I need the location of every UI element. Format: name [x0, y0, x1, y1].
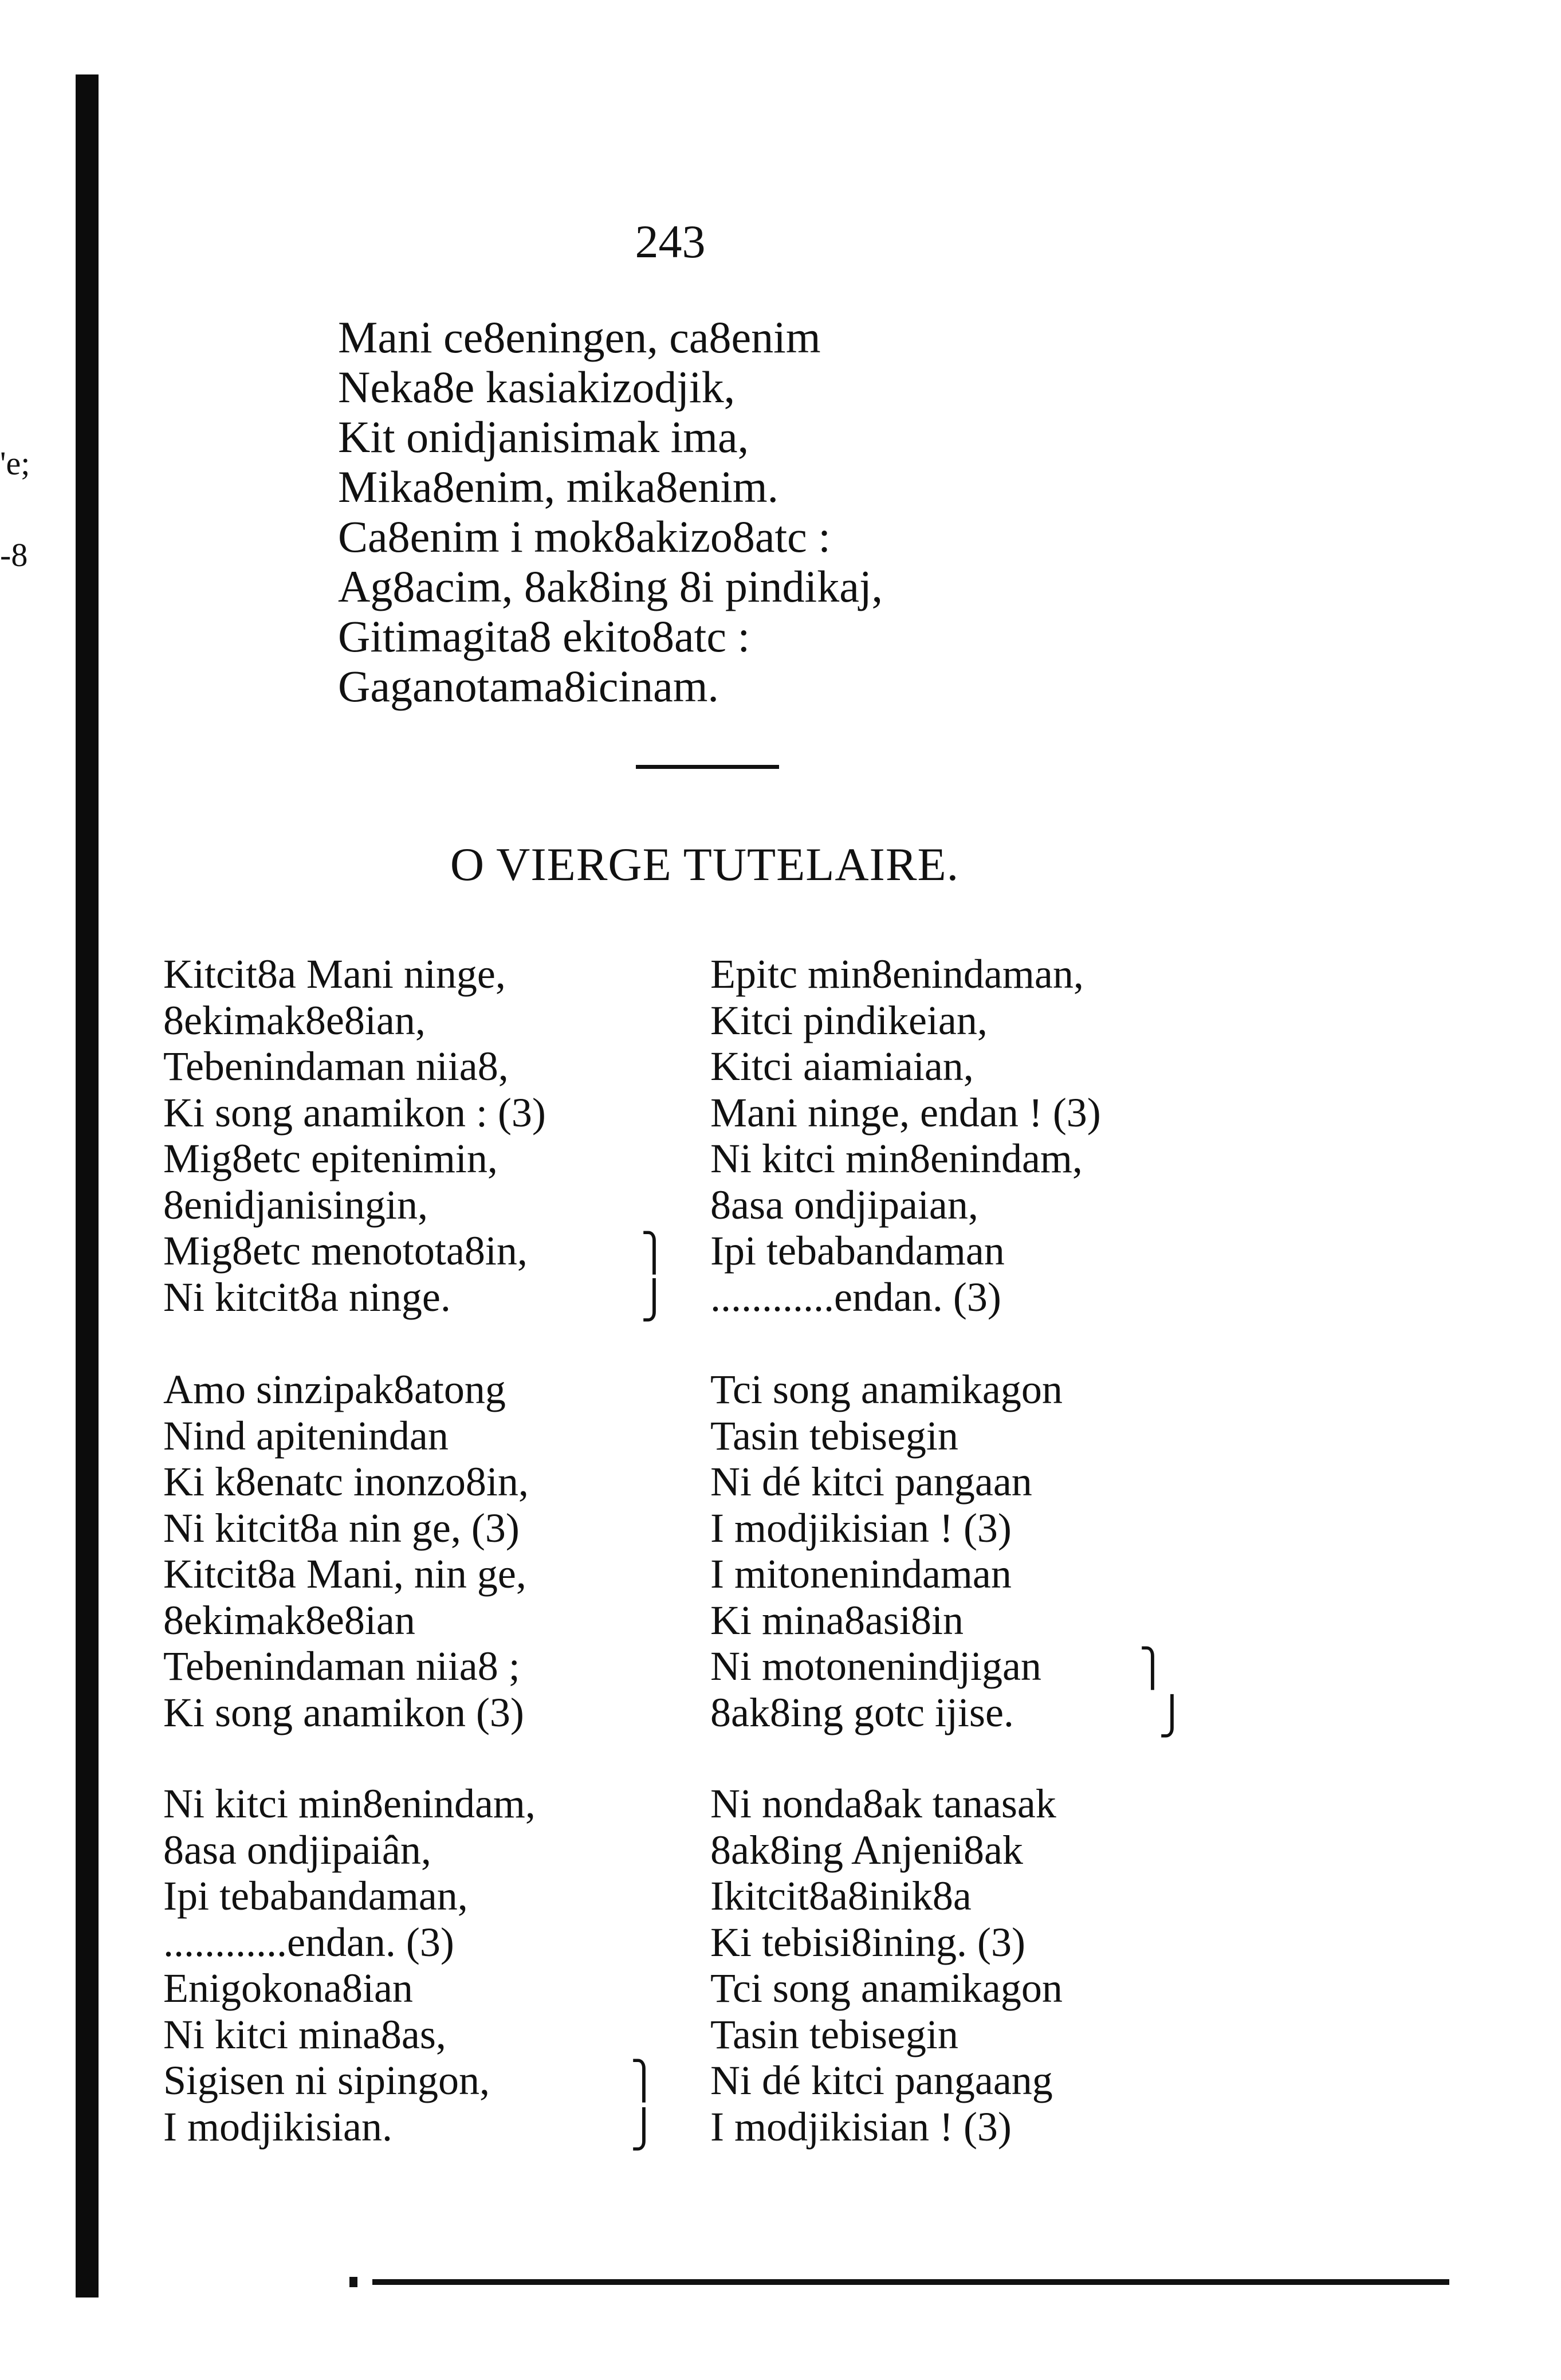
verse-line: 8ekimak8e8ian — [163, 1597, 415, 1643]
page-number: 243 — [635, 215, 706, 268]
section-divider — [636, 765, 779, 769]
verse-line: Kitci pindikeian, — [710, 997, 988, 1043]
verse-line: Kitci aiamiaian, — [710, 1043, 974, 1089]
verse-line: Ni kitcit8a ninge. — [163, 1274, 451, 1320]
repeat-brace-bottom: ⎭ — [640, 1280, 668, 1321]
verse-line: Kit onidjanisimak ima, — [338, 412, 749, 462]
verse-line: Sigisen ni sipingon, — [163, 2057, 490, 2103]
verse-line: Nind apitenindan — [163, 1412, 449, 1459]
verse-line: Enigokona8ian — [163, 1965, 413, 2011]
binding-edge-bar — [76, 74, 99, 2297]
verse-line: Ki mina8asi8in — [710, 1597, 964, 1643]
verse-line: 8asa ondjipaian, — [710, 1181, 978, 1228]
margin-text-fragment: 'e; — [0, 445, 30, 482]
verse-line: I mitonenindaman — [710, 1551, 1012, 1597]
verse-line: Kitcit8a Mani, nin ge, — [163, 1551, 526, 1597]
verse-line: Epitc min8enindaman, — [710, 951, 1084, 997]
verse-line: Ki song anamikon (3) — [163, 1689, 524, 1735]
verse-line: Mig8etc menotota8in, — [163, 1228, 528, 1274]
stanza-right-2 — [710, 1366, 1063, 1735]
verse-line: Tci song anamikagon — [710, 1366, 1063, 1412]
bottom-rule — [372, 2279, 1449, 2285]
verse-line: Gitimagita8 ekito8atc : — [338, 611, 750, 661]
verse-line: Ki k8enatc inonzo8in, — [163, 1459, 529, 1505]
verse-line: Ni kitcit8a nin ge, (3) — [163, 1505, 520, 1551]
print-mark — [349, 2277, 357, 2287]
verse-line: Mig8etc epitenimin, — [163, 1136, 498, 1181]
verse-line: Ag8acim, 8ak8ing 8i pindikaj, — [338, 561, 883, 611]
repeat-brace-bottom: ⎭ — [1158, 1696, 1186, 1737]
verse-line: Ni kitci min8enindam, — [163, 1781, 536, 1827]
stanza-right-3 — [710, 1781, 1063, 2150]
margin-text-fragment: -8 — [0, 536, 28, 574]
repeat-brace-top: ⎫ — [640, 1232, 668, 1273]
verse-line: Tasin tebisegin — [710, 2011, 958, 2057]
verse-line: Ipi tebabandaman — [710, 1228, 1005, 1274]
verse-line: Ni kitci min8enindam, — [710, 1136, 1083, 1181]
verse-line: Ni dé kitci pangaan — [710, 1459, 1032, 1505]
verse-line: Mika8enim, mika8enim. — [338, 462, 779, 512]
verse-line: 8asa ondjipaiân, — [163, 1827, 431, 1873]
verse-line: 8ak8ing Anjeni8ak — [710, 1827, 1023, 1873]
stanza-left-2 — [163, 1366, 529, 1735]
verse-line: Ikitcit8a8inik8a — [710, 1873, 972, 1919]
verse-line: Ni nonda8ak tanasak — [710, 1781, 1056, 1827]
repeat-brace-top: ⎫ — [630, 2060, 658, 2101]
verse-line: Ki tebisi8ining. (3) — [710, 1919, 1025, 1965]
verse-line: ............endan. (3) — [163, 1919, 454, 1965]
verse-line: Mani ninge, endan ! (3) — [710, 1089, 1101, 1136]
verse-line: Tebenindaman niia8 ; — [163, 1643, 520, 1689]
verse-line: Gaganotama8icinam. — [338, 661, 719, 711]
verse-line: I modjikisian ! (3) — [710, 1505, 1012, 1551]
stanza-right-1 — [710, 951, 1101, 1320]
verse-line: Ni dé kitci pangaang — [710, 2057, 1053, 2103]
verse-line: Tci song anamikagon — [710, 1965, 1063, 2011]
verse-line: Mani ce8eningen, ca8enim — [338, 312, 821, 362]
verse-line: Neka8e kasiakizodjik, — [338, 362, 736, 412]
verse-line: Amo sinzipak8atong — [163, 1366, 506, 1412]
verse-line: Ki song anamikon : (3) — [163, 1089, 546, 1136]
intro-stanza — [338, 312, 883, 711]
verse-line: 8ekimak8e8ian, — [163, 997, 426, 1043]
verse-line: ............endan. (3) — [710, 1274, 1001, 1320]
verse-line: Tebenindaman niia8, — [163, 1043, 509, 1089]
verse-line: Kitcit8a Mani ninge, — [163, 951, 506, 997]
verse-line: I modjikisian ! (3) — [710, 2103, 1012, 2150]
verse-line: I modjikisian. — [163, 2103, 392, 2150]
verse-line: 8ak8ing gotc ijise. — [710, 1689, 1014, 1735]
stanza-left-1 — [163, 951, 546, 1320]
verse-line: Ni kitci mina8as, — [163, 2011, 446, 2057]
verse-line: Ni motonenindjigan — [710, 1643, 1041, 1689]
repeat-brace-top: ⎫ — [1139, 1648, 1166, 1688]
verse-line: Ipi tebabandaman, — [163, 1873, 468, 1919]
repeat-brace-bottom: ⎭ — [630, 2109, 658, 2150]
verse-line: Tasin tebisegin — [710, 1412, 958, 1459]
stanza-left-3 — [163, 1781, 536, 2150]
section-title: O VIERGE TUTELAIRE. — [450, 838, 960, 890]
verse-line: Ca8enim i mok8akizo8atc : — [338, 512, 831, 561]
verse-line: 8enidjanisingin, — [163, 1181, 428, 1228]
